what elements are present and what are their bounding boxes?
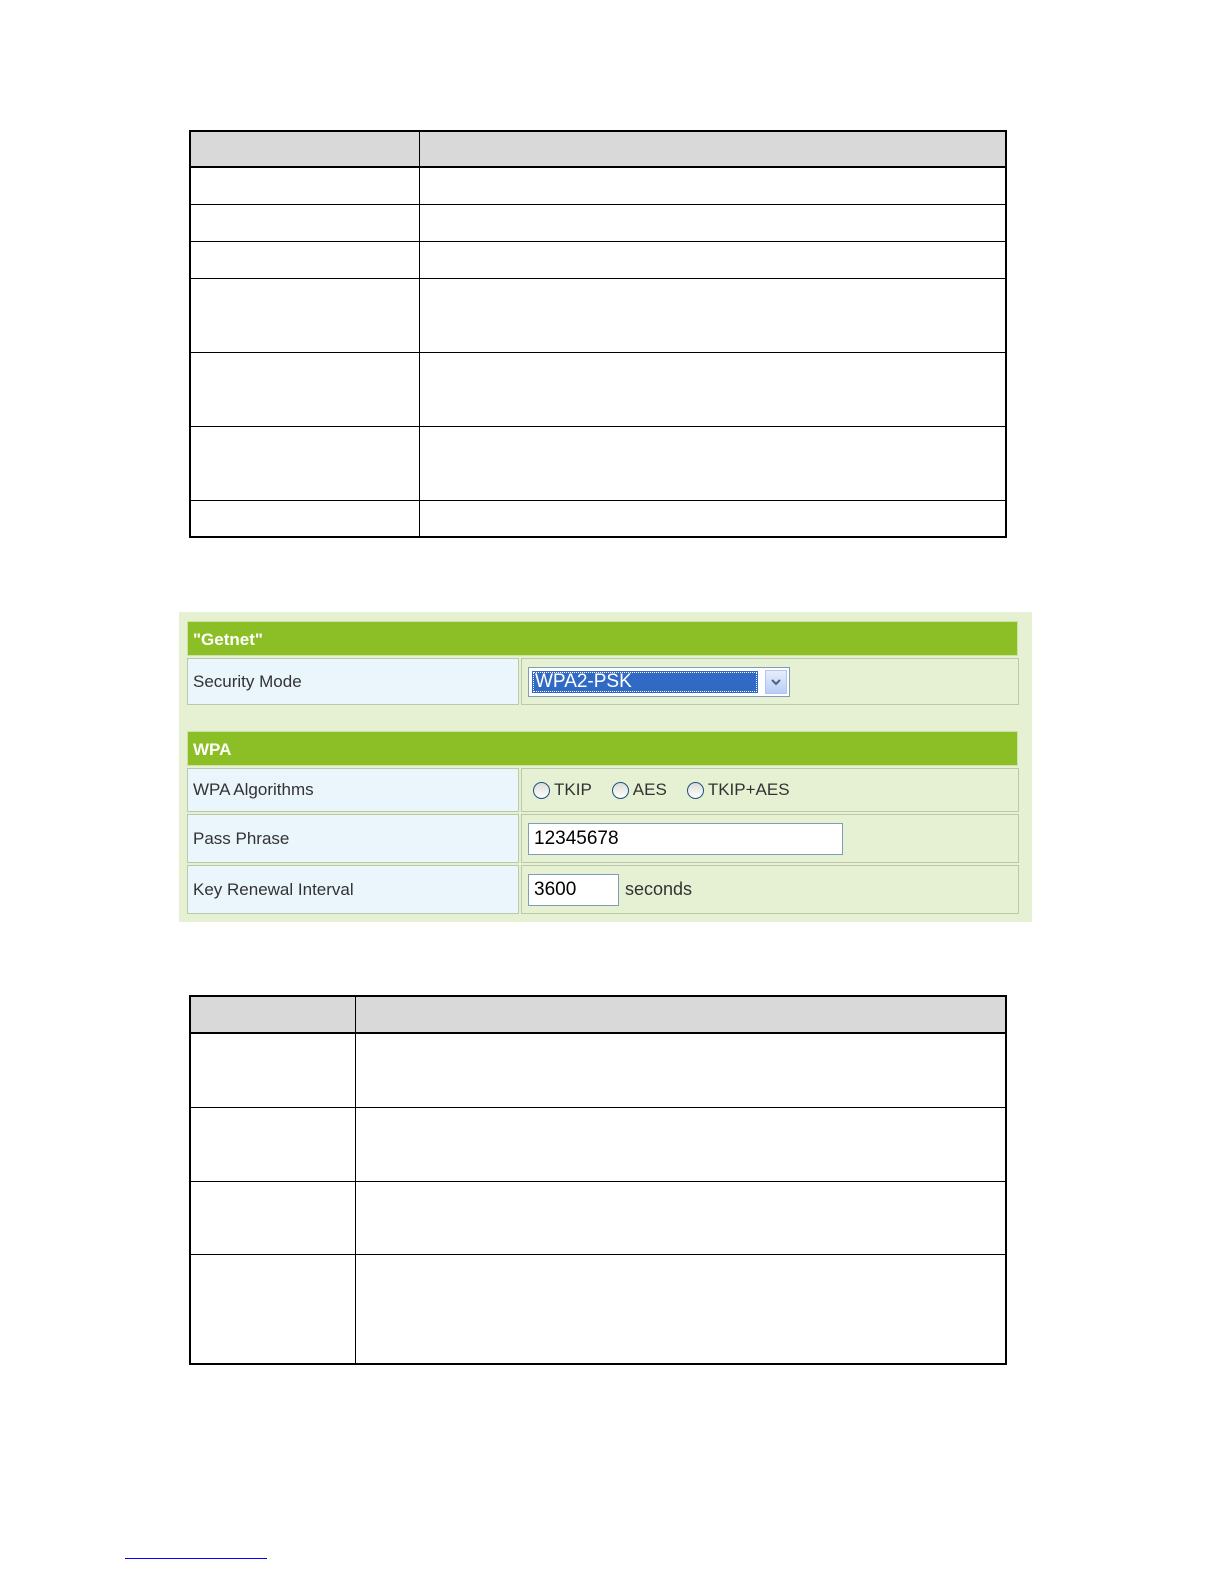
table-header-row — [190, 131, 1006, 167]
wpa-algorithms-radio-group — [528, 780, 810, 800]
wpa-algorithms-label: WPA Algorithms — [187, 768, 519, 812]
radio-button-icon[interactable] — [687, 782, 704, 799]
pass-phrase-row — [187, 814, 1019, 863]
table-cell — [355, 1033, 1006, 1107]
ssid-section-header: "Getnet" — [187, 621, 1018, 656]
table-header-cell — [190, 996, 355, 1033]
table-header-cell — [355, 996, 1006, 1033]
footer-link-underline — [125, 1558, 267, 1559]
table-cell — [190, 1107, 355, 1181]
table-cell — [355, 1107, 1006, 1181]
chevron-down-icon[interactable] — [765, 670, 787, 694]
table-cell — [419, 278, 1006, 352]
table-cell — [419, 352, 1006, 426]
wpa-section-header: WPA — [187, 731, 1018, 766]
radio-tkip-aes[interactable] — [687, 780, 790, 800]
table-row — [190, 241, 1006, 278]
table-row — [190, 1181, 1006, 1254]
table-cell — [419, 167, 1006, 204]
pass-phrase-label: Pass Phrase — [187, 814, 519, 863]
radio-label: TKIP+AES — [707, 780, 790, 799]
table-cell — [419, 500, 1006, 537]
table-cell — [190, 241, 419, 278]
table-row — [190, 278, 1006, 352]
table-row — [190, 167, 1006, 204]
table-cell — [190, 500, 419, 537]
security-mode-row — [187, 658, 1019, 705]
wireless-security-panel — [179, 612, 1032, 922]
table-cell — [355, 1254, 1006, 1364]
key-renewal-row — [187, 865, 1019, 914]
radio-label: AES — [632, 780, 667, 799]
table-row — [190, 204, 1006, 241]
key-renewal-input[interactable]: 3600 — [528, 874, 619, 906]
table-cell — [190, 167, 419, 204]
parameter-table-top — [189, 130, 1007, 538]
pass-phrase-input[interactable]: 12345678 — [528, 823, 843, 855]
table-cell — [419, 426, 1006, 500]
radio-label: TKIP — [554, 780, 592, 799]
radio-tkip[interactable] — [533, 780, 592, 800]
table-cell — [190, 1181, 355, 1254]
table-row — [190, 1033, 1006, 1107]
table-header-row — [190, 996, 1006, 1033]
table-row — [190, 1107, 1006, 1181]
key-renewal-unit: seconds — [625, 879, 693, 899]
radio-button-icon[interactable] — [533, 782, 550, 799]
radio-button-icon[interactable] — [612, 782, 629, 799]
parameter-table-bottom — [189, 995, 1007, 1365]
pass-phrase-cell — [521, 814, 1019, 863]
table-row — [190, 1254, 1006, 1364]
security-mode-cell — [521, 658, 1019, 705]
key-renewal-cell — [521, 865, 1019, 914]
table-cell — [190, 426, 419, 500]
security-mode-selected-value: WPA2-PSK — [532, 671, 758, 693]
security-mode-label: Security Mode — [187, 658, 519, 705]
table-cell — [190, 278, 419, 352]
table-row — [190, 352, 1006, 426]
table-cell — [419, 241, 1006, 278]
radio-aes[interactable] — [612, 780, 667, 800]
table-cell — [419, 204, 1006, 241]
wpa-algorithms-row — [187, 768, 1019, 812]
wpa-algorithms-cell — [521, 768, 1019, 812]
table-header-cell — [419, 131, 1006, 167]
table-cell — [355, 1181, 1006, 1254]
key-renewal-label: Key Renewal Interval — [187, 865, 519, 914]
table-header-cell — [190, 131, 419, 167]
security-mode-select[interactable] — [528, 667, 790, 697]
table-cell — [190, 1033, 355, 1107]
table-cell — [190, 352, 419, 426]
table-row — [190, 500, 1006, 537]
table-row — [190, 426, 1006, 500]
table-cell — [190, 1254, 355, 1364]
table-cell — [190, 204, 419, 241]
